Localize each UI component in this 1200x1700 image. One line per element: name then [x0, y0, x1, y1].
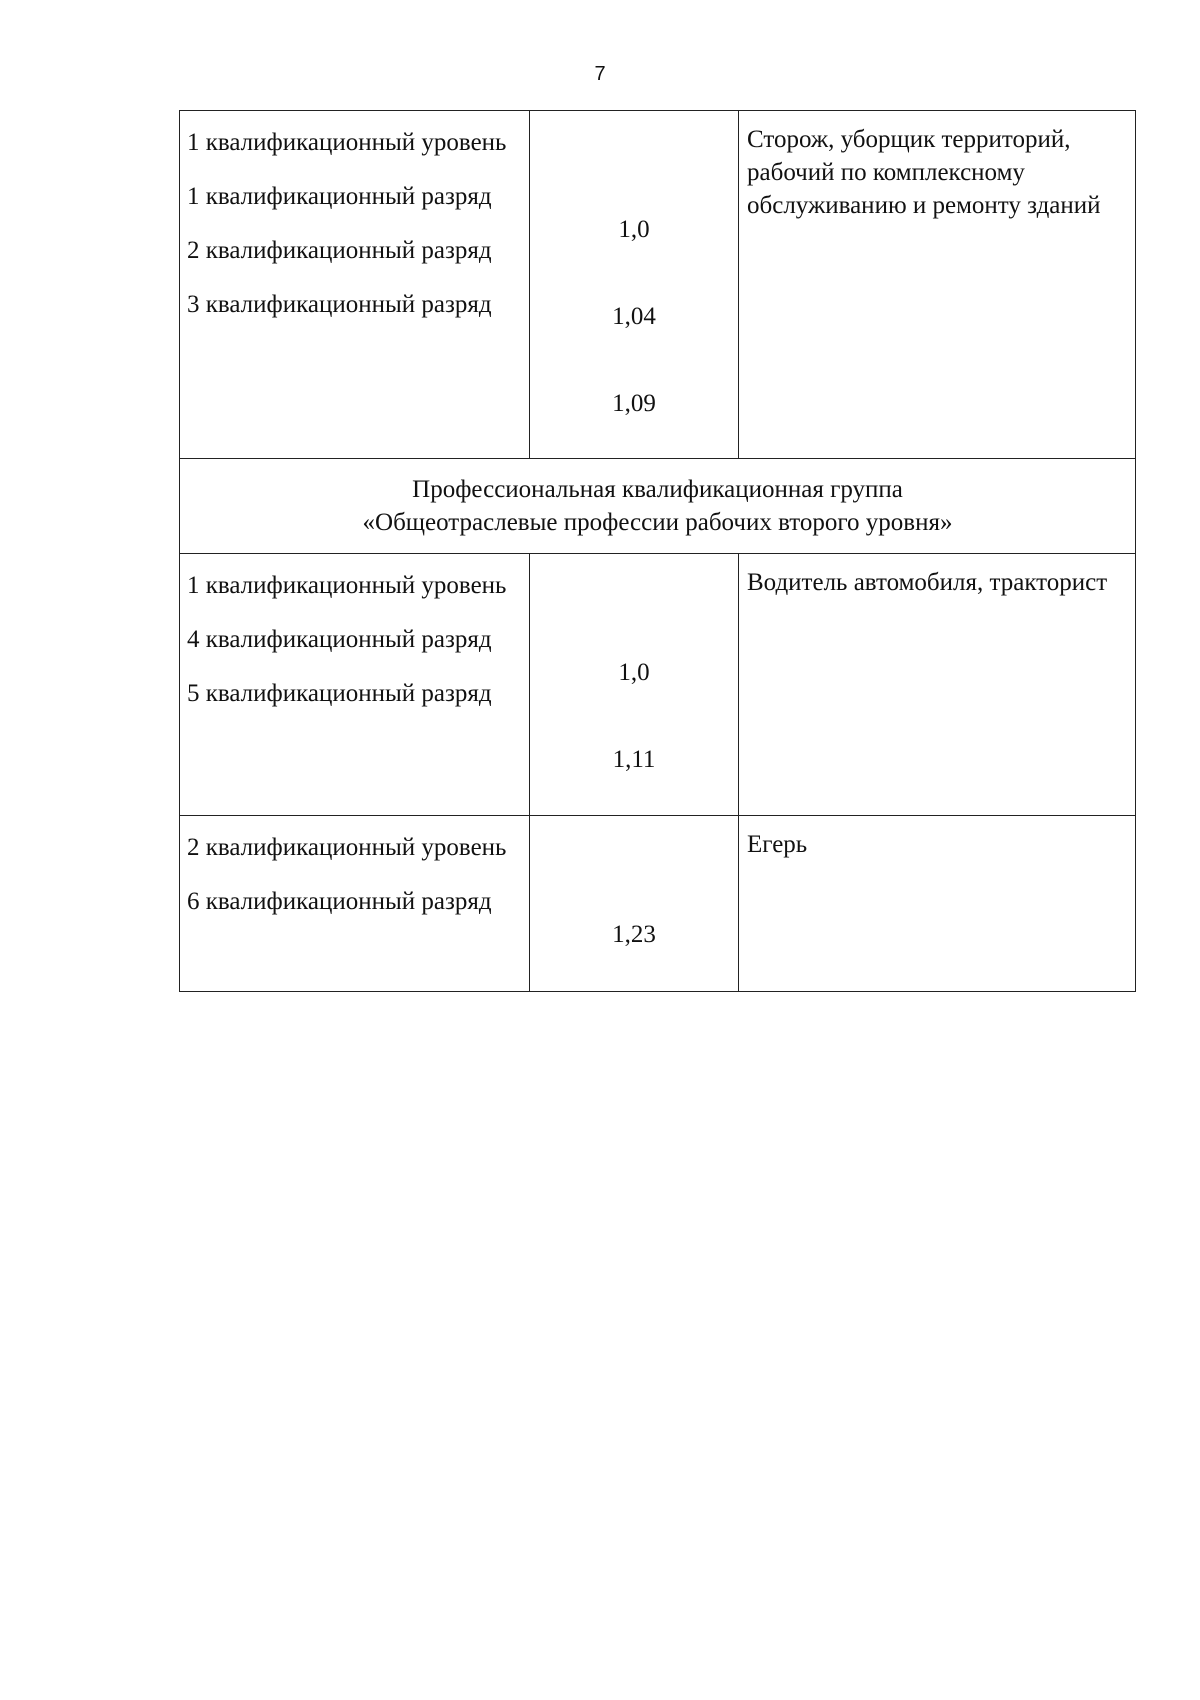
professions-text: Водитель автомобиля, тракторист [747, 569, 1108, 596]
professions-cell [739, 554, 1136, 816]
qualification-rank: 5 квалификационный разряд [187, 680, 492, 707]
qualification-rank: 2 квалификационный разряд [187, 237, 492, 264]
qualification-table [179, 110, 1136, 992]
table-row [180, 459, 1136, 554]
group-title-line: «Общеотраслевые профессии рабочих второго уровня» [362, 509, 953, 536]
level-cell [180, 554, 530, 816]
page-number: 7 [594, 63, 606, 85]
coefficient-cell [530, 554, 739, 816]
coefficient-value: 1,04 [612, 303, 656, 330]
level-cell [180, 111, 530, 459]
coefficient-value: 1,11 [612, 746, 656, 773]
table-row [180, 111, 1136, 459]
table-row [180, 816, 1136, 992]
qualification-rank: 1 квалификационный разряд [187, 183, 492, 210]
coefficient-value: 1,0 [618, 659, 650, 686]
qualification-rank: 6 квалификационный разряд [187, 888, 492, 915]
level-cell [180, 816, 530, 992]
coefficient-value: 1,0 [618, 216, 650, 243]
qualification-level: 1 квалификационный уровень [187, 129, 507, 156]
qualification-level: 2 квалификационный уровень [187, 834, 507, 861]
group-title-line: Профессиональная квалификационная группа [412, 476, 903, 503]
table-row [180, 554, 1136, 816]
group-header-cell [180, 459, 1136, 554]
qualification-rank: 4 квалификационный разряд [187, 626, 492, 653]
coefficient-value: 1,23 [612, 921, 656, 948]
professions-cell [739, 816, 1136, 992]
coefficient-value: 1,09 [612, 390, 656, 417]
qualification-level: 1 квалификационный уровень [187, 572, 507, 599]
qualification-rank: 3 квалификационный разряд [187, 291, 492, 318]
coefficient-cell [530, 111, 739, 459]
professions-text: Егерь [747, 831, 808, 858]
professions-text: Сторож, уборщик территорий, рабочий по комплексному обслуживанию и ремонту зданий [747, 126, 1101, 219]
coefficient-cell [530, 816, 739, 992]
professions-cell [739, 111, 1136, 459]
